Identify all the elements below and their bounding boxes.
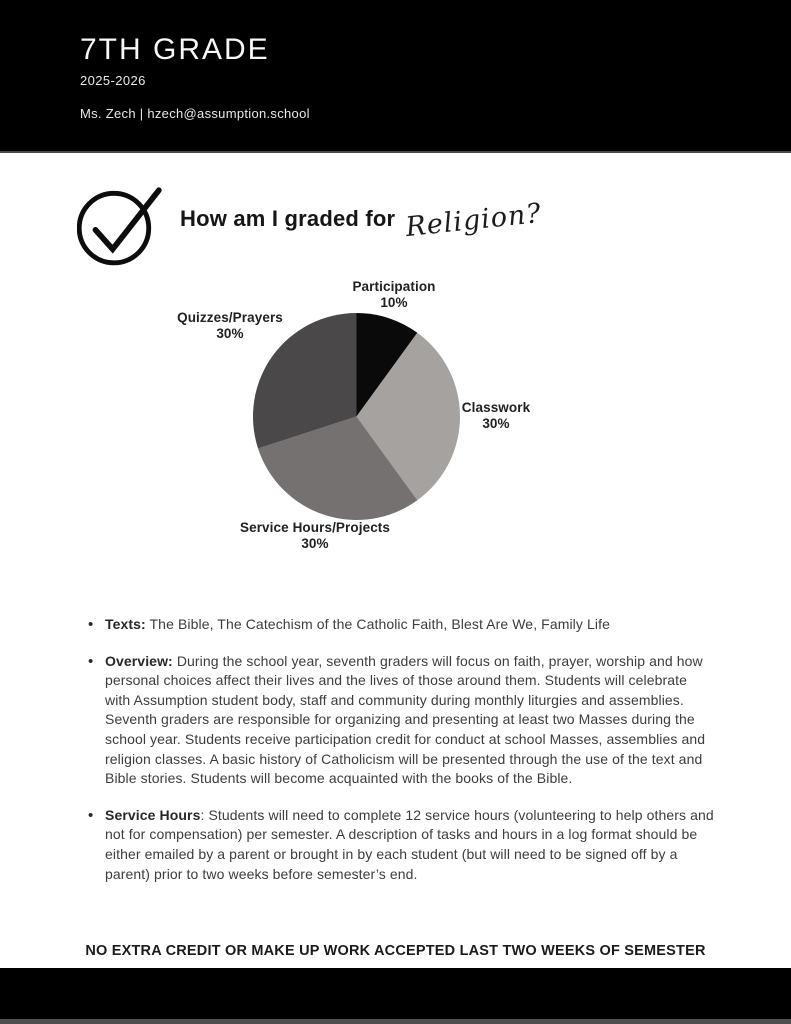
pie-label-name: Quizzes/Prayers: [177, 310, 283, 325]
page-bottom-edge: [0, 1019, 791, 1024]
pie-label-pct: 30%: [216, 325, 244, 341]
pie-label-name: Service Hours/Projects: [239, 520, 391, 535]
heading-text: How am I graded for: [180, 206, 396, 231]
pie-label-pct: 30%: [482, 415, 510, 431]
bullet-overview-body: During the school year, seventh graders will focus on faith, prayer, worship and how personal choices affect their lives and the lives of those around them. Students will celebrate with Assumption student body, staff and community during monthly liturgies and assemblies. Seventh graders are responsible for organizing and presenting at least two Masses during the school year. Students receive participation credit for conduct at school Masses, assemblies and religion classes. A basic history of Catholicism will be presented through the use of the text and Bible stories. Students will become acquainted with the books of the Bible.: [105, 652, 706, 787]
bullet-texts-body: The Bible, The Catechism of the Catholic Faith, Blest Are We, Family Life: [145, 616, 610, 632]
pie-label-classwork: [436, 400, 556, 431]
pie-label-name: Participation: [352, 279, 436, 294]
school-year: 2025-2026: [80, 73, 146, 88]
bullet-list: [88, 615, 716, 901]
pie-label-quizzes-prayers: [155, 310, 305, 341]
check-circle-icon: [77, 183, 165, 267]
pie-label-pct: 10%: [380, 294, 408, 310]
heading-subject-script: Religion?: [404, 197, 544, 244]
section-heading: [180, 197, 544, 244]
pie-label-pct: 30%: [301, 535, 329, 551]
pie-label-name: Classwork: [461, 400, 531, 415]
bullet-overview: [88, 652, 716, 789]
bullet-overview-lead: Overview:: [105, 652, 173, 669]
bullet-texts: [88, 615, 716, 635]
bullet-service-hours: [88, 806, 716, 884]
footer-bar: [0, 968, 791, 1019]
header: [0, 0, 791, 153]
bullet-service-hours-lead: Service Hours: [105, 806, 201, 823]
no-extra-credit-note: NO EXTRA CREDIT OR MAKE UP WORK ACCEPTED LAST TWO WEEKS OF SEMESTER: [85, 943, 706, 959]
pie-label-service-hours-projects: [205, 520, 425, 551]
bullet-texts-lead: Texts:: [105, 616, 146, 632]
pie-chart-svg: [253, 313, 460, 520]
page-title: 7TH GRADE: [80, 33, 270, 66]
pie-label-participation: [319, 279, 469, 310]
bullet-service-hours-body: : Students will need to complete 12 service hours (volunteering to help others and not for compensation) per semester. A description of tasks and hours in a log format should be either emailed by a parent or brought in by each student (but will need to be signed off by a parent) prior to two weeks before semester’s end.: [105, 806, 714, 882]
teacher-contact: Ms. Zech | hzech@assumption.school: [80, 106, 310, 121]
pie-chart: [253, 313, 460, 520]
